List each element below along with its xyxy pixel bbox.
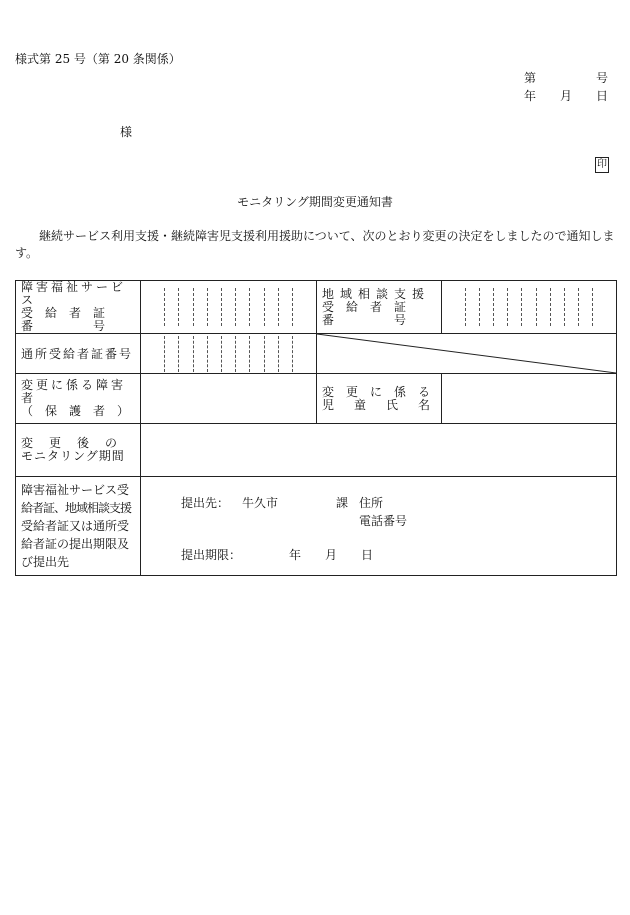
submit-address-label: 住所	[359, 496, 384, 510]
submit-phone-label: 電話番号	[359, 514, 408, 528]
label-text: 通所受給者証番号	[21, 347, 134, 361]
table-row-submission	[16, 477, 617, 576]
label-line: 変更に係る障害者	[21, 378, 127, 405]
unused-cell-diagonal	[317, 334, 617, 374]
label-submission-deadline-destination	[16, 477, 141, 576]
label-line: 児 童 氏 名	[322, 397, 435, 412]
document-number-line	[524, 69, 608, 86]
label-line: 地域相談支援	[322, 286, 431, 301]
table-row-certificate-numbers	[16, 281, 617, 334]
label-welfare-certificate-number	[16, 281, 141, 334]
label-line: 受給者証又は通所受	[21, 519, 130, 533]
notice-body-text: 継続サービス利用支援・継続障害児支援利用援助について、次のとおり変更の決定をしましたので通知します。	[15, 229, 615, 260]
label-line: （ 保 護 者 ）	[21, 404, 130, 418]
disabled-person-name-field[interactable]	[141, 374, 317, 424]
label-community-consultation-certificate-number	[317, 281, 442, 334]
form-number: 様式第 25 号（第 20 条関係）	[15, 52, 181, 66]
table-row-person-names	[16, 374, 617, 424]
digit-boxes	[151, 288, 306, 326]
label-line: 変 更 に 係 る	[322, 384, 431, 399]
label-line: 給者証、地域相談支援	[21, 501, 132, 515]
label-new-monitoring-period	[16, 424, 141, 477]
date-year: 年	[524, 89, 537, 103]
deadline-label: 提出期限：	[181, 548, 242, 562]
label-disabled-person	[16, 374, 141, 424]
label-outpatient-certificate-number	[16, 334, 141, 374]
digit-boxes	[452, 288, 606, 326]
seal-box: 印	[595, 157, 609, 173]
number-prefix: 第	[524, 71, 537, 85]
label-line: 番 号	[322, 312, 407, 327]
number-suffix: 号	[595, 71, 608, 85]
community-consultation-certificate-number-field[interactable]	[442, 281, 617, 334]
label-line: 受 給 者 証	[322, 299, 407, 314]
submit-to-label: 提出先：	[181, 496, 230, 510]
label-line: 給者証の提出期限及	[21, 537, 130, 551]
deadline-year: 年	[289, 548, 302, 562]
submit-city: 牛久市	[242, 496, 279, 510]
label-line: 番 号	[21, 319, 106, 333]
digit-boxes	[151, 336, 306, 372]
label-line: び提出先	[21, 555, 70, 569]
label-line: 障害福祉サービス	[21, 280, 127, 307]
submit-section: 課	[336, 496, 349, 510]
issue-date-line	[524, 87, 608, 104]
addressee-suffix: 様	[120, 125, 133, 139]
label-line: モニタリング期間	[21, 449, 125, 463]
submission-details-cell	[141, 477, 617, 576]
label-line: 受 給 者 証	[21, 306, 106, 320]
deadline-day: 日	[361, 548, 374, 562]
new-monitoring-period-field[interactable]	[141, 424, 617, 477]
child-name-field[interactable]	[442, 374, 617, 424]
notice-form-table	[15, 280, 617, 576]
outpatient-certificate-number-field[interactable]	[141, 334, 317, 374]
deadline-month: 月	[325, 548, 338, 562]
date-day: 日	[595, 89, 608, 103]
document-title: モニタリング期間変更通知書	[237, 195, 393, 209]
label-child-name	[317, 374, 442, 424]
welfare-certificate-number-field[interactable]	[141, 281, 317, 334]
label-line: 障害福祉サービス受	[21, 483, 130, 497]
table-row-outpatient-certificate	[16, 334, 617, 374]
label-line: 変 更 後 の	[21, 436, 120, 450]
table-row-monitoring-period	[16, 424, 617, 477]
diagonal-line	[317, 334, 616, 373]
date-month: 月	[559, 89, 572, 103]
